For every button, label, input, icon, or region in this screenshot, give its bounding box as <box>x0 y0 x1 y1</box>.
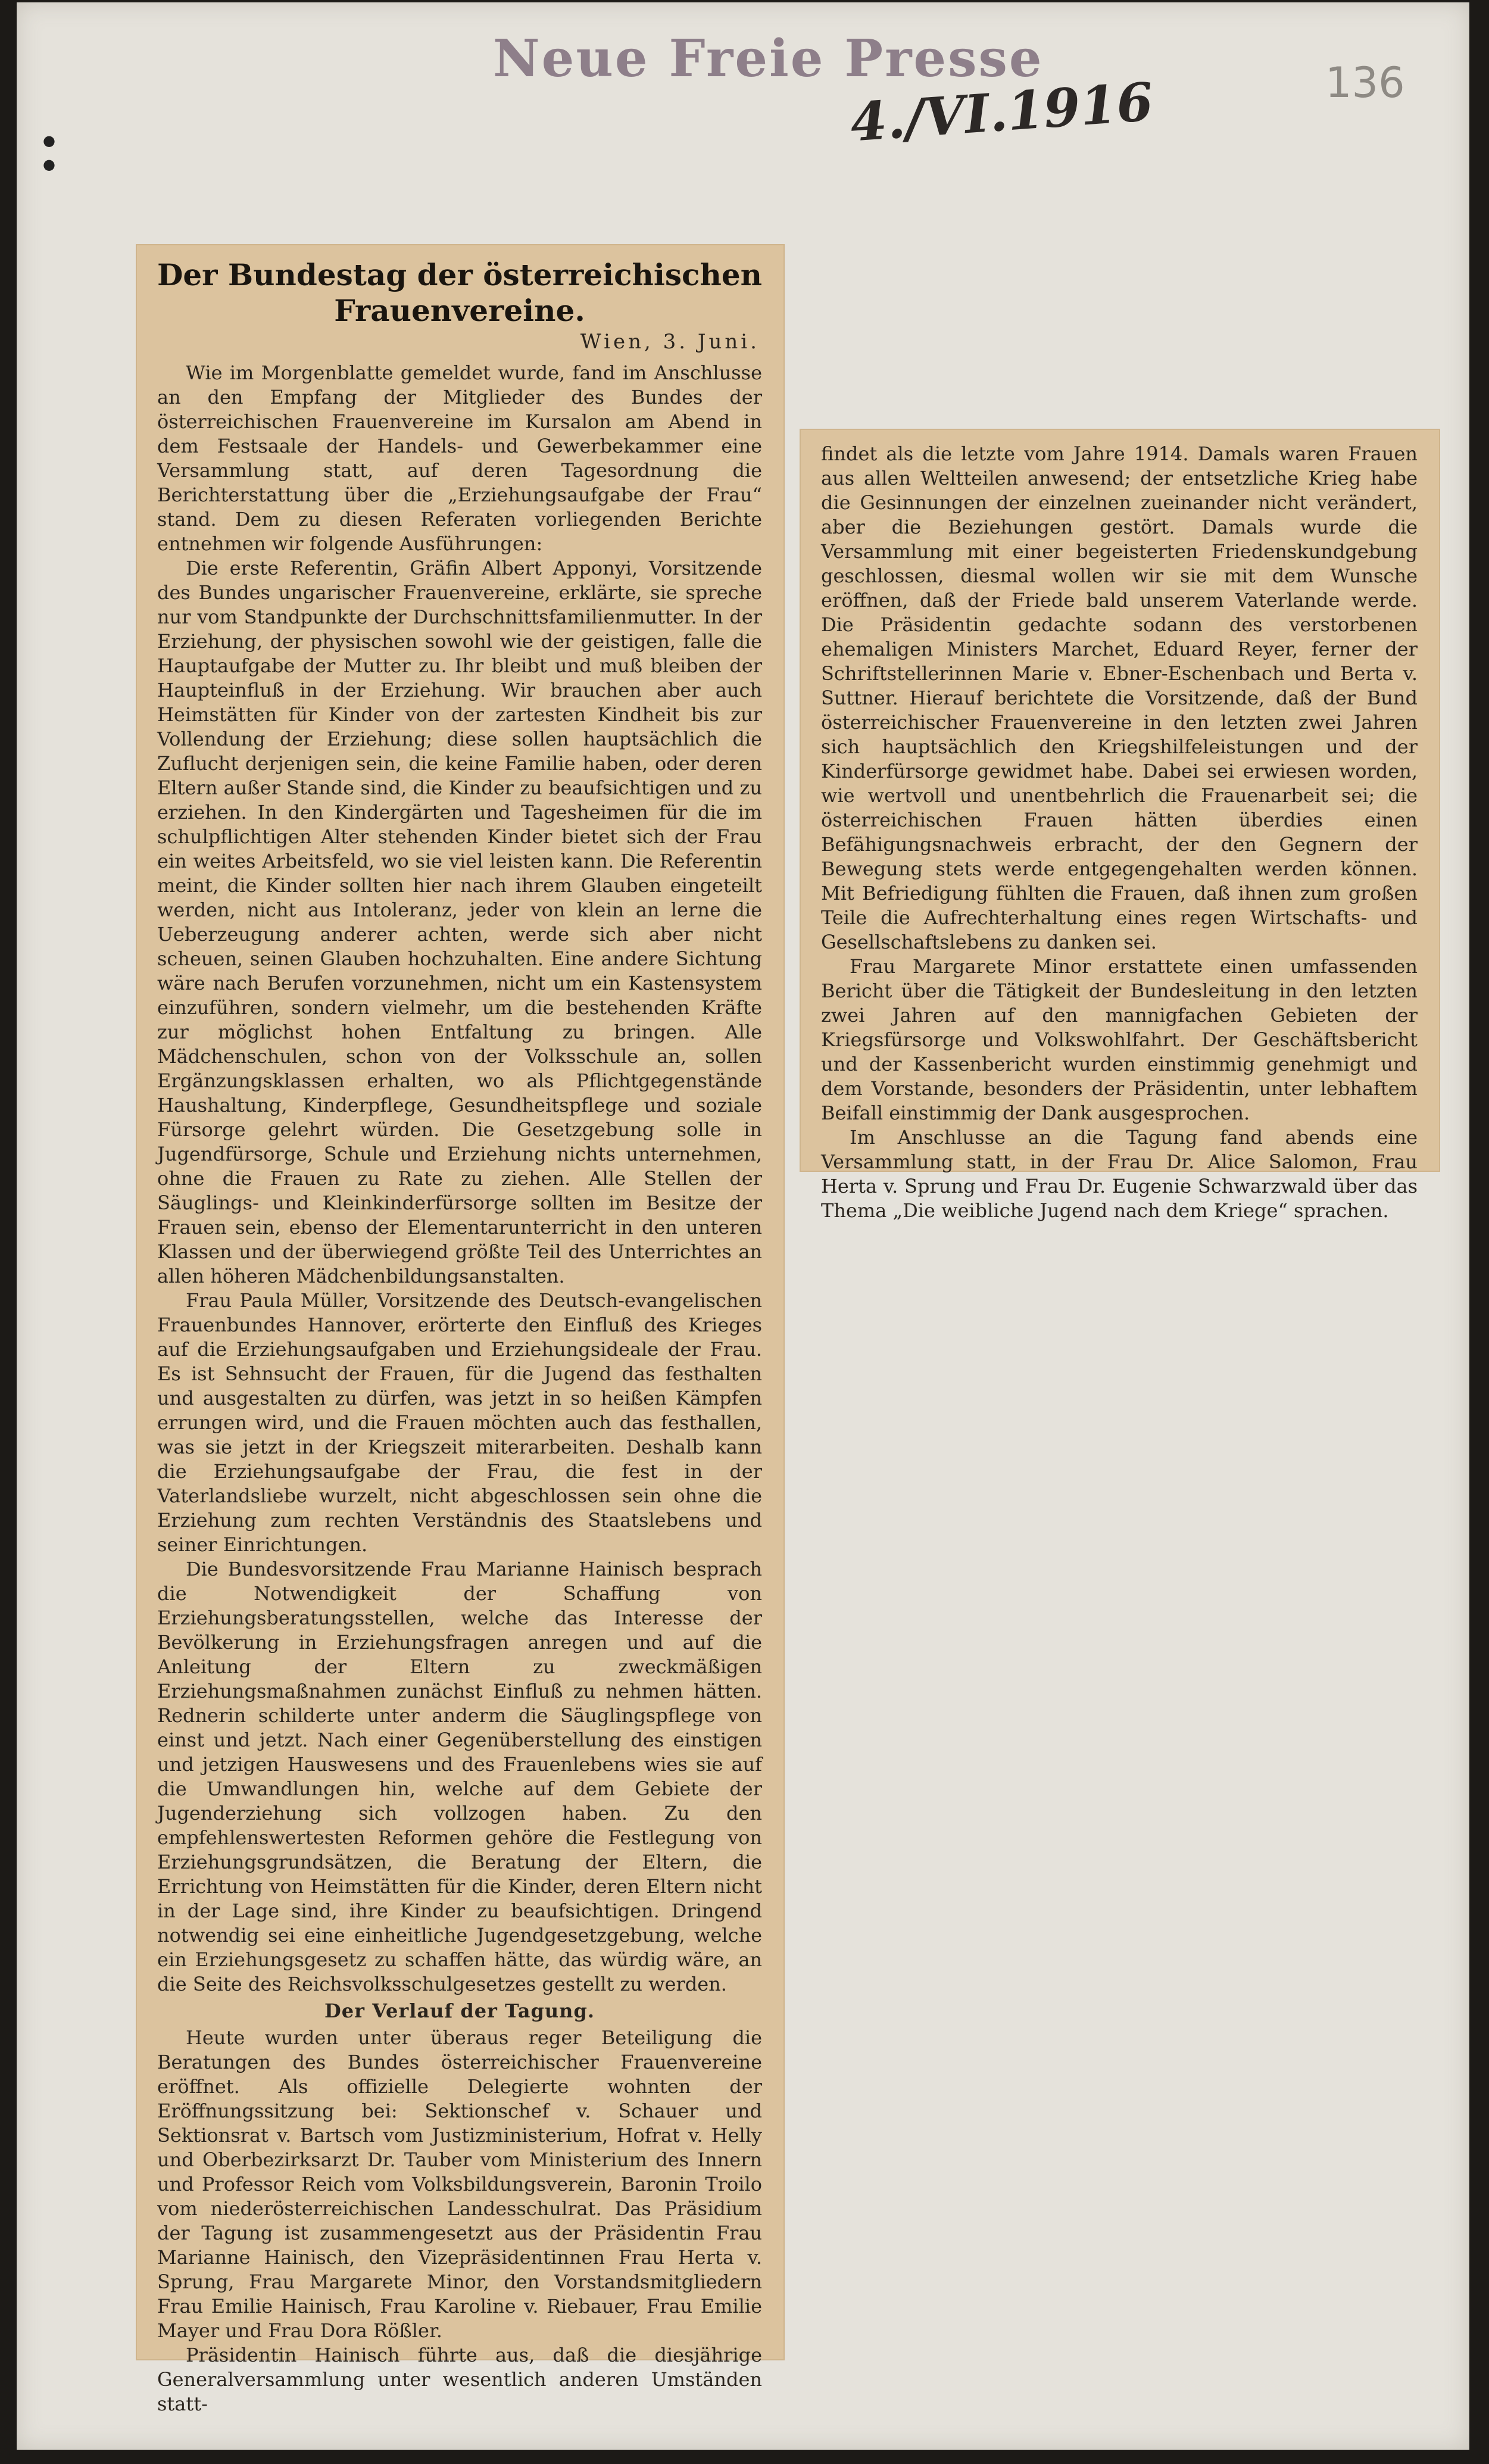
article-clipping-left <box>137 245 783 2415</box>
article-paragraph: Die erste Referentin, Gräfin Albert Apponyi, Vorsitzende des Bundes ungarischer Frauenvereine, erklärte, sie spreche nur vom Standpunkte der Durchschnittsfamilienmutter. In der Erziehung, der physischen sowohl wie der geistigen, falle die Hauptaufgabe der Mutter zu. Ihr bleibt und muß bleiben der Haupteinfluß in der Erziehung. Wir brauchen aber auch Heimstätten für Kinder von der zartesten Kindheit bis zur Vollendung der Erziehung; diese sollen hauptsächlich die Zuflucht derjenigen sein, die keine Familie haben, oder deren Eltern außer Stande sind, die Kinder zu beaufsichtigen und zu erziehen. In den Kindergärten und Tagesheimen für die im schulpflichtigen Alter stehenden Kinder bietet sich der Frau ein weites Arbeitsfeld, wo sie viel leisten kann. Die Referentin meint, die Kinder sollten hier nach ihrem Glauben eingeteilt werden, nicht aus Intoleranz, jeder von klein an lerne die Ueberzeugung anderer achten, werde sich aber nicht scheuen, seinen Glauben hochzuhalten. Eine andere Sichtung wäre nach Berufen vorzunehmen, nicht um ein Kastensystem einzuführen, sondern vielmehr, um die bestehenden Kräfte zur möglichst hohen Entfaltung zu bringen. Alle Mädchenschulen, schon von der Volksschule an, sollen Ergänzungsklassen erhalten, wo als Pflichtgegenstände Haushaltung, Kinderpflege, Gesundheitspflege und soziale Fürsorge gelehrt würden. Die Gesetzgebung solle in Jugendfürsorge, Schule und Erziehung nichts unternehmen, ohne die Frauen zu Rate zu ziehen. Alle Stellen der Säuglings- und Kleinkinderfürsorge sollten im Besitze der Frauen sein, ebenso der Elementarunterricht in den unteren Klassen und der überwiegend größte Teil des Unterrichtes an allen höheren Mädchenbildungsanstalten. <box>157 557 762 1287</box>
article-headline: Der Bundestag der österreichischen Frauenvereine. <box>157 257 762 328</box>
article-dateline: Wien, 3. Juni. <box>580 330 760 354</box>
continuation-paragraph: Frau Margarete Minor erstattete einen umfassenden Bericht über die Tätigkeit der Bundesleitung in den letzten zwei Jahren auf den mannigfachen Gebieten der Kriegsfürsorge und Volkswohlfahrt. Der Geschäftsbericht und der Kassenbericht wurden einstimmig genehmigt und dem Vorstande, besonders der Präsidentin, unter lebhaftem Beifall einstimmig der Dank ausgesprochen. <box>821 955 1418 1124</box>
article-paragraph: Heute wurden unter überaus reger Beteiligung die Beratungen des Bundes österreichischer Frauenvereine eröffnet. Als offizielle Delegierte wohnten der Eröffnungssitzung bei: Sektionschef v. Schauer und Sektionsrat v. Bartsch vom Justizministerium, Hofrat v. Helly und Oberbezirksarzt Dr. Tauber vom Ministerium des Innern und Professor Reich vom Volksbildungsverein, Baronin Troilo vom niederösterreichischen Landesschulrat. Das Präsidium der Tagung ist zusammengesetzt aus der Präsidentin Frau Marianne Hainisch, den Vizepräsidentinnen Frau Herta v. Sprung, Frau Margarete Minor, den Vorstandsmitgliedern Frau Emilie Hainisch, Frau Karoline v. Riebauer, Frau Emilie Mayer und Frau Dora Rößler. <box>157 2026 762 2342</box>
handwritten-date: 4./VI.1916 <box>848 70 1156 154</box>
punch-mark-icon: ● <box>43 156 55 173</box>
article-paragraph: Präsidentin Hainisch führte aus, daß die diesjährige Generalversammlung unter wesentlich anderen Umständen statt- <box>157 2344 762 2415</box>
continuation-paragraph: Im Anschlusse an die Tagung fand abends eine Versammlung statt, in der Frau Dr. Alice Salomon, Frau Herta v. Sprung und Frau Dr. Eugenie Schwarzwald über das Thema „Die weibliche Jugend nach dem Kriege“ sprachen. <box>821 1126 1418 1222</box>
article-subheading: Der Verlauf der Tagung. <box>324 2000 595 2022</box>
article-clipping-right <box>801 430 1439 1222</box>
continuation-paragraph: findet als die letzte vom Jahre 1914. Damals waren Frauen aus allen Weltteilen anwesend; der entsetzliche Krieg habe die Gesinnungen der einzelnen zueinander nicht verändert, aber die Beziehungen gestört. Damals wurde die Versammlung mit einer begeisterten Friedenskundgebung geschlossen, diesmal wollen wir sie mit dem Wunsche eröffnen, daß der Friede bald unserem Vaterlande werde. Die Präsidentin gedachte sodann des verstorbenen ehemaligen Ministers Marchet, Eduard Reyer, ferner der Schriftstellerinnen Marie v. Ebner-Eschenbach und Berta v. Suttner. Hierauf berichtete die Vorsitzende, daß der Bund österreichischer Frauenvereine in den letzten zwei Jahren sich hauptsächlich den Kriegshilfeleistungen und der Kinderfürsorge gewidmet habe. Dabei sei erwiesen worden, wie wertvoll und unentbehrlich die Frauenarbeit sei; die österreichischen Frauen hätten überdies einen Befähigungsnachweis erbracht, der den Gegnern der Bewegung stets werde entgegengehalten werden können. Mit Befriedigung fühlten die Frauen, daß ihnen zum großen Teile die Aufrechterhaltung eines regen Wirtschafts- und Gesellschaftslebens zu danken sei. <box>821 442 1418 953</box>
newspaper-stamp: Neue Freie Presse <box>493 29 1044 89</box>
archive-number: 136 <box>1325 58 1405 107</box>
article-paragraph: Die Bundesvorsitzende Frau Marianne Hainisch besprach die Notwendigkeit der Schaffung von Erziehungsberatungsstellen, welche das Interesse der Bevölkerung in Erziehungsfragen anregen und auf die Anleitung der Eltern zu zweckmäßigen Erziehungsmaßnahmen zunächst Einfluß zu nehmen hätten. Rednerin schilderte unter anderm die Säuglingspflege von einst und jetzt. Nach einer Gegenüberstellung des einstigen und jetzigen Hauswesens und des Frauenlebens wies sie auf die Umwandlungen hin, welche auf dem Gebiete der Jugenderziehung sich vollzogen haben. Zu den empfehlenswertesten Reformen gehöre die Festlegung von Erziehungsgrundsätzen, die Beratung der Eltern, die Errichtung von Heimstätten für die Kinder, deren Eltern nicht in der Lage sind, ihre Kinder zu beaufsichtigen. Dringend notwendig sei eine einheitliche Jugendgesetzgebung, welche ein Erziehungsgesetz zu schaffen hätte, das würdig wäre, an die Seite des Reichsvolksschulgesetzes gestellt zu werden. <box>157 1558 762 1995</box>
article-paragraph: Frau Paula Müller, Vorsitzende des Deutsch-evangelischen Frauenbundes Hannover, erörterte den Einfluß des Krieges auf die Erziehungsaufgaben und Erziehungsideale der Frau. Es ist Sehnsucht der Frauen, für die Jugend das festhalten und ausgestalten zu dürfen, was jetzt in so heißen Kämpfen errungen wird, und die Frauen möchten auch das festhallen, was sie jetzt in der Kriegszeit miterarbeiten. Deshalb kann die Erziehungsaufgabe der Frau, die fest in der Vaterlandsliebe wurzelt, nicht abgeschlossen sein ohne die Erziehung zum rechten Verständnis des Staatslebens und seiner Einrichtungen. <box>157 1289 762 1556</box>
article-paragraph: Wie im Morgenblatte gemeldet wurde, fand im Anschlusse an den Empfang der Mitglieder des Bundes der österreichischen Frauenvereine im Kursalon am Abend in dem Festsaale der Handels- und Gewerbekammer eine Versammlung statt, auf deren Tagesordnung die Berichterstattung über die „Erziehungsaufgabe der Frau“ stand. Dem zu diesen Referaten vorliegenden Berichte entnehmen wir folgende Ausführungen: <box>157 361 762 555</box>
punch-mark-icon: ● <box>43 132 55 149</box>
